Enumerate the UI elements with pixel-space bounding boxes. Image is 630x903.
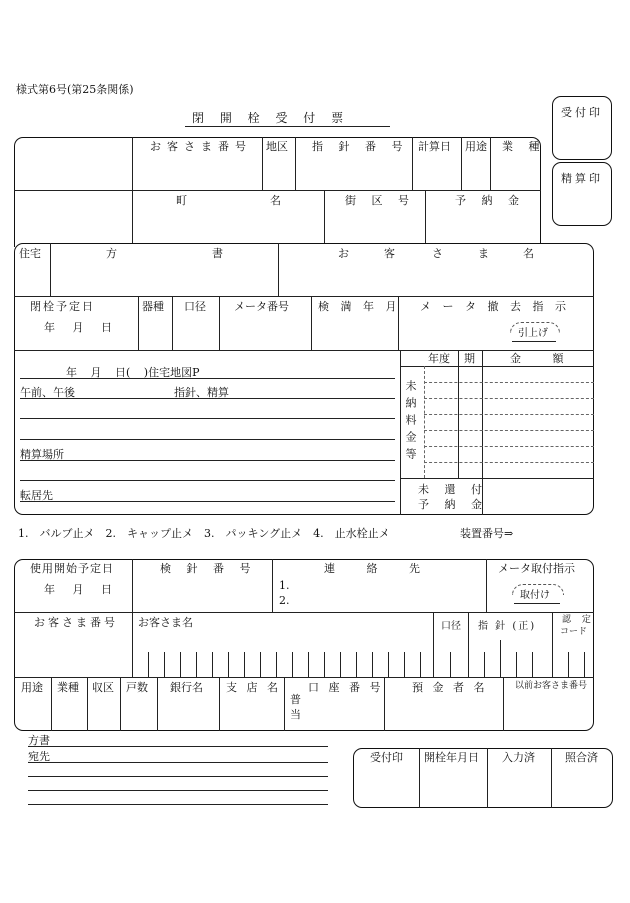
meter-install-label: メータ取付指示 — [498, 562, 575, 575]
start-date-label: 使用開始予定日 — [30, 562, 114, 575]
meter-number-label: メータ番号 — [234, 300, 289, 313]
customer-no-label: お客さま番号 — [150, 140, 252, 153]
stop-options: 1. バルブ止メ 2. キャップ止メ 3. パッキング止メ 4. 止水栓止メ — [18, 527, 390, 540]
account-no-label: 口 座 番 号 — [308, 681, 384, 694]
name-ma: ま — [478, 247, 489, 260]
name-sa: さ — [432, 247, 443, 260]
name-o: お — [338, 247, 349, 260]
letter-label: 書 — [212, 247, 223, 260]
meter-no-label: 指 針 番 号 — [312, 140, 409, 153]
footer-entered-label: 入力済 — [502, 751, 535, 764]
prev-customer-label: 以前お客さま番号 — [515, 681, 588, 691]
households-label: 戸数 — [126, 681, 148, 694]
lower-customer-name-label: お客さま名 — [138, 616, 193, 629]
approve-label: 認 定 — [562, 615, 595, 625]
ampm-label: 午前、午後 — [20, 386, 75, 399]
footer-direction-label: 方書 — [28, 734, 50, 747]
amount-label: 金 額 — [510, 352, 578, 365]
address-label: 住宅 — [19, 247, 41, 260]
bank-label: 銀行名 — [170, 681, 203, 694]
lower-business-label: 業種 — [57, 681, 79, 694]
settle-stamp-box — [552, 162, 612, 226]
unrefunded-label: 未 還 付 — [418, 483, 488, 496]
depositor-label: 預 金 者 名 — [412, 681, 488, 694]
receipt-stamp-box — [552, 96, 612, 160]
fiscal-year-label: 年度 — [428, 352, 450, 365]
usage-label: 用途 — [465, 140, 487, 153]
contact-label: 連 絡 先 — [324, 562, 434, 575]
footer-address-label: 宛先 — [28, 750, 50, 763]
device-label: 器種 — [142, 300, 164, 313]
move-to-label: 転居先 — [20, 489, 53, 502]
current-label: 当 — [290, 708, 301, 721]
footer-open-close-date-label: 開栓年月日 — [424, 751, 479, 764]
lower-district-label: 収区 — [92, 681, 114, 694]
footer-checked-label: 照合済 — [565, 751, 598, 764]
device-no-label: 装置番号⇒ — [460, 527, 514, 540]
lower-reading-label: 指 針 (正) — [478, 621, 537, 632]
install-label: 取付け — [520, 590, 550, 601]
name-mei: 名 — [523, 247, 534, 260]
prepay-label: 予 納 金 — [455, 194, 525, 207]
reading-label: 指針、精算 — [174, 386, 229, 399]
direction-label: 方 — [106, 247, 117, 260]
footer-receipt-label: 受付印 — [370, 751, 403, 764]
block-no-label: 街 区 号 — [345, 194, 415, 207]
unpaid-label: 未納料金等 — [404, 380, 417, 465]
caliber-label: 口径 — [184, 300, 206, 313]
lower-usage-label: 用途 — [21, 681, 43, 694]
close-date-ymd: 年 月 日 — [44, 321, 112, 334]
upper-main-section — [14, 243, 594, 515]
close-date-label: 閉栓予定日 — [30, 300, 95, 313]
pullup-label: 引上げ — [518, 328, 548, 339]
settle-place-label: 精算場所 — [20, 448, 64, 461]
town-name-label: 名 — [270, 194, 281, 207]
district-label: 地区 — [266, 140, 288, 153]
contact-2: 2. — [279, 594, 290, 607]
calc-day-label: 計算日 — [418, 140, 451, 153]
date-map-line: 年 月 日( )住宅地図P — [66, 366, 200, 379]
ordinary-label: 普 — [290, 693, 301, 706]
town-label: 町 — [176, 194, 187, 207]
lower-caliber-label: 口径 — [441, 621, 461, 632]
business-label: 業 種 — [502, 140, 546, 153]
lower-customer-no-label: お客さま番号 — [34, 616, 118, 629]
start-date-ymd: 年 月 日 — [44, 583, 112, 596]
meter-removal-label: メ ー タ 撤 去 指 示 — [420, 300, 570, 313]
page-title: 閉 開 栓 受 付 票 — [192, 111, 350, 125]
settle-stamp-label: 精算印 — [561, 172, 603, 185]
inspect-ym-label: 検 満 年 月 — [318, 300, 401, 313]
prepaid-label: 予 納 金 — [418, 498, 488, 511]
form-id: 様式第6号(第25条関係) — [16, 83, 134, 96]
name-k: 客 — [384, 247, 395, 260]
code-label: コード — [560, 627, 588, 637]
period-label: 期 — [464, 352, 475, 365]
contact-1: 1. — [279, 579, 290, 592]
branch-label: 支 店 名 — [226, 681, 281, 694]
lower-meter-no-label: 検 針 番 号 — [160, 562, 257, 575]
receipt-stamp-label: 受付印 — [561, 106, 603, 119]
